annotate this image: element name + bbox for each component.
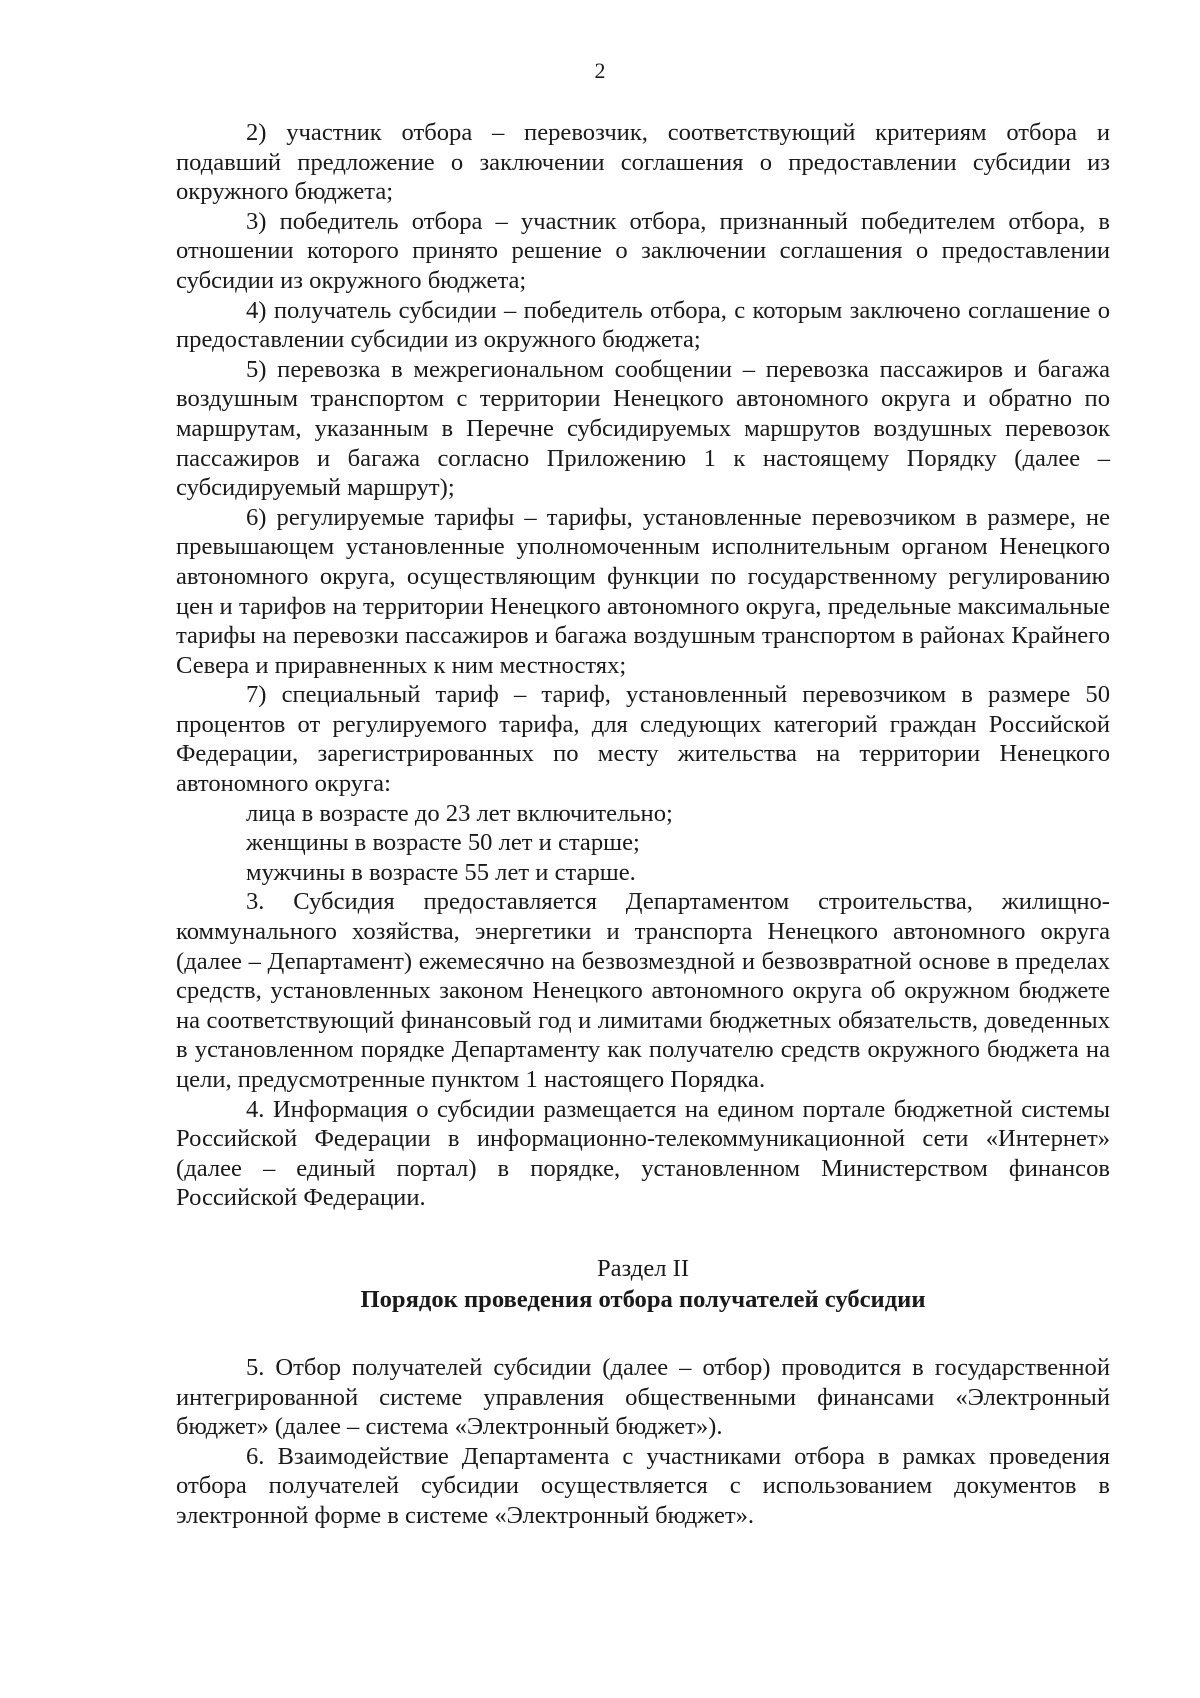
section-heading [176,1253,1110,1315]
paragraph-recipient-definition: 4) получатель субсидии – победитель отбора, с которым заключено соглашение о предоставлении субсидии из окружного бюджета; [176,296,1110,354]
paragraph-special-tariff: 7) специальный тариф – тариф, установленный перевозчиком в размере 50 процентов от регулируемого тарифа, для следующих категорий граждан Российской Федерации, зарегистрированных по месту жительства на территории Ненецкого автономного округа: [176,681,1110,798]
paragraph-selection-system: 5. Отбор получателей субсидии (далее – отбор) проводится в государственной интегрированной системе управления общественными финансами «Электронный бюджет» (далее – система «Электронный бюджет»). [176,1353,1110,1441]
page-number: 2 [594,58,606,83]
list-item-women-50: женщины в возрасте 50 лет и старше; [246,829,640,857]
paragraph-interaction-electronic: 6. Взаимодействие Департамента с участниками отбора в рамках проведения отбора получателей субсидии осуществляется с использованием документов в электронной форме в системе «Электронный бюджет». [176,1442,1110,1529]
document-body [176,118,1110,1531]
paragraph-regulated-tariffs: 6) регулируемые тарифы – тарифы, установленные перевозчиком в размере, не превышающем установленные уполномоченным исполнительным органом Ненецкого автономного округа, осуществляющим функции по государственному регулированию цен и тарифов на территории Ненецкого автономного округа, предельные максимальные тарифы на перевозки пассажиров и багажа воздушным транспортом в районах Крайнего Севера и приравненных к ним местностях; [176,503,1110,679]
paragraph-subsidy-information: 4. Информация о субсидии размещается на едином портале бюджетной системы Российской Федерации в информационно-телекоммуникационной сети «Интернет» (далее – единый портал) в порядке, установленном Министерством финансов Российской Федерации. [176,1095,1110,1212]
list-item-age-under-23: лица в возрасте до 23 лет включительно; [246,799,673,827]
paragraph-subsidy-provision: 3. Субсидия предоставляется Департаментом строительства, жилищно-коммунального хозяйства, энергетики и транспорта Ненецкого автономного округа (далее – Департамент) ежемесячно на безвозмездной и безвозвратной основе в пределах средств, установленных законом Ненецкого автономного округа об окружном бюджете на соответствующий финансовый год и лимитами бюджетных обязательств, доведенных в установленном порядке Департаменту как получателю средств окружного бюджета на цели, предусмотренные пунктом 1 настоящего Порядка. [176,888,1110,1093]
section-title: Порядок проведения отбора получателей субсидии [360,1285,926,1313]
section-label: Раздел II [596,1254,690,1282]
paragraph-winner-definition: 3) победитель отбора – участник отбора, признанный победителем отбора, в отношении которого принято решение о заключении соглашения о предоставлении субсидии из окружного бюджета; [176,207,1110,294]
paragraph-participant-definition: 2) участник отбора – перевозчик, соответствующий критериям отбора и подавший предложение о заключении соглашения о предоставлении субсидии из окружного бюджета; [176,119,1110,206]
list-item-men-55: мужчины в возрасте 55 лет и старше. [246,858,636,886]
paragraph-interregional-transport: 5) перевозка в межрегиональном сообщении – перевозка пассажиров и багажа воздушным транспортом с территории Ненецкого автономного округа и обратно по маршрутам, указанным в Перечне субсидируемых маршрутов воздушных перевозок пассажиров и багажа согласно Приложению 1 к настоящему Порядку (далее – субсидируемый маршрут); [176,355,1110,502]
